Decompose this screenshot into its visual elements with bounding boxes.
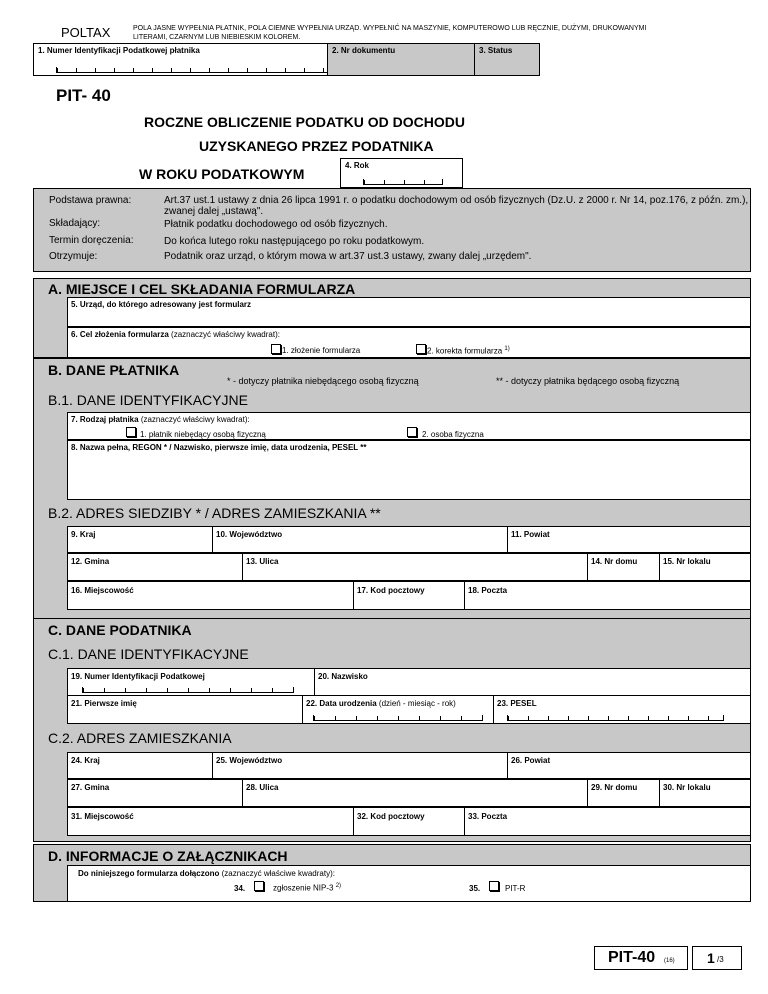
field-29-nr-domu[interactable] xyxy=(587,779,660,807)
checkbox-niefizyczna[interactable] xyxy=(126,427,136,437)
field-28-ulica[interactable] xyxy=(242,779,588,807)
field-7-rodzaj xyxy=(67,412,751,440)
nip-ticks xyxy=(56,67,341,73)
checkbox-fizyczna[interactable] xyxy=(407,427,417,437)
label-podstawa: Podstawa prawna: xyxy=(49,195,132,206)
checkbox-korekta[interactable] xyxy=(416,344,426,354)
title-line1: ROCZNE OBLICZENIE PODATKU OD DOCHODU xyxy=(144,114,465,130)
field-22-label xyxy=(306,699,456,708)
field-16-miejscowosc[interactable] xyxy=(67,581,354,610)
field-14-nr-domu[interactable] xyxy=(587,553,660,581)
year-ticks xyxy=(363,179,443,185)
label-skladajacy: Składający: xyxy=(49,218,101,229)
field-5-label: 5. Urząd, do którego adresowany jest formularz xyxy=(71,300,252,309)
label-otrzymuje: Otrzymuje: xyxy=(49,251,98,262)
field-26-powiat[interactable] xyxy=(507,752,751,779)
field-17-kod[interactable] xyxy=(353,581,465,610)
footer-page: 1 xyxy=(707,950,715,966)
note-niefizyczna: * - dotyczy płatnika niebędącego osobą fizyczną xyxy=(227,376,419,386)
opt-korekta-sup: 1) xyxy=(504,346,510,352)
field-6-label-text: 6. Cel złożenia formularza xyxy=(71,330,169,339)
field-33-label: 33. Poczta xyxy=(468,812,508,821)
field-18-label: 18. Poczta xyxy=(468,586,508,595)
opt-korekta-text: 2. korekta formularza xyxy=(427,346,503,356)
footer-form-box xyxy=(594,946,688,970)
field-9-label: 9. Kraj xyxy=(71,530,96,539)
field-23-pesel[interactable] xyxy=(493,695,751,724)
field-2-nr-dokumentu xyxy=(327,43,475,76)
field-4-rok[interactable] xyxy=(340,158,463,188)
field-19-nip[interactable] xyxy=(67,668,315,696)
nip-podatnika-ticks xyxy=(82,687,294,693)
field-31-miejscowosc[interactable] xyxy=(67,807,354,836)
section-b-title: B. DANE PŁATNIKA xyxy=(48,362,180,378)
field-3-label: 3. Status xyxy=(479,46,513,55)
field-27-gmina[interactable] xyxy=(67,779,243,807)
field-15-nr-lokalu[interactable] xyxy=(659,553,751,581)
field-8-nazwa[interactable] xyxy=(67,440,751,500)
instruction-line1: POLA JASNE WYPEŁNIA PŁATNIK, POLA CIEMNE WYPEŁNIA URZĄD. WYPEŁNIĆ NA MASZYNIE, KOMPUTEROWO LUB RĘCZNIE, DUŻYMI, DRUKOWANYMI xyxy=(133,25,647,32)
field-8-label: 8. Nazwa pełna, REGON * / Nazwisko, pierwsze imię, data urodzenia, PESEL ** xyxy=(71,443,367,452)
field-7-label xyxy=(71,415,250,424)
field-11-label: 11. Powiat xyxy=(511,530,550,539)
field-24-label: 24. Kraj xyxy=(71,756,100,765)
field-13-label: 13. Ulica xyxy=(246,557,279,566)
field-22-data-urodzenia[interactable] xyxy=(302,695,494,724)
b1-title: B.1. DANE IDENTYFIKACYJNE xyxy=(48,392,248,408)
field-5-urzad[interactable] xyxy=(67,297,751,327)
brand: POLTAX xyxy=(61,25,111,40)
field-6-hint: (zaznaczyć właściwy kwadrat): xyxy=(171,330,280,339)
title-line2: UZYSKANEGO PRZEZ PODATNIKA xyxy=(199,138,434,154)
text-skladajacy: Płatnik podatku dochodowego od osób fizycznych. xyxy=(164,219,388,230)
field-15-label: 15. Nr lokalu xyxy=(663,557,711,566)
f7-opt2-label: 2. osoba fizyczna xyxy=(422,430,484,439)
field-20-label: 20. Nazwisko xyxy=(318,672,368,681)
field-12-label: 12. Gmina xyxy=(71,557,110,566)
form-code: PIT- 40 xyxy=(56,86,111,105)
c1-title: C.1. DANE IDENTYFIKACYJNE xyxy=(48,646,249,662)
section-a-title: A. MIEJSCE I CEL SKŁADANIA FORMULARZA xyxy=(48,281,356,297)
date-ticks xyxy=(313,715,483,721)
field-10-label: 10. Województwo xyxy=(216,530,283,539)
field-34-number: 34. xyxy=(234,884,246,893)
attachments-intro-text: Do niniejszego formularza dołączono xyxy=(78,869,220,878)
f7-opt1-label: 1. płatnik niebędący osobą fizyczną xyxy=(140,430,266,439)
field-23-label: 23. PESEL xyxy=(497,699,537,708)
field-28-label: 28. Ulica xyxy=(246,783,279,792)
field-17-label: 17. Kod pocztowy xyxy=(357,586,425,595)
footer-page-box xyxy=(692,946,742,970)
field-26-label: 26. Powiat xyxy=(511,756,551,765)
field-1-label: 1. Numer Identyfikacji Podatkowej płatnika xyxy=(38,46,200,55)
field-27-label: 27. Gmina xyxy=(71,783,110,792)
field-33-poczta[interactable] xyxy=(464,807,751,836)
field-30-label: 30. Nr lokalu xyxy=(663,783,711,792)
field-14-label: 14. Nr domu xyxy=(591,557,638,566)
checkbox-nip3[interactable] xyxy=(254,881,264,891)
label-termin: Termin doręczenia: xyxy=(49,235,134,246)
section-d-title: D. INFORMACJE O ZAŁĄCZNIKACH xyxy=(48,848,288,864)
field-18-poczta[interactable] xyxy=(464,581,751,610)
field-32-kod[interactable] xyxy=(353,807,465,836)
footer-version: (16) xyxy=(664,958,675,964)
instruction xyxy=(133,24,753,42)
attachments-hint: (zaznaczyć właściwe kwadraty): xyxy=(221,869,335,878)
text-otrzymuje: Podatnik oraz urząd, o którym mowa w art.37 ust.3 ustawy, zwany dalej „urzędem". xyxy=(164,251,532,262)
field-3-status xyxy=(474,43,540,76)
text-podstawa-2: zwanej dalej „ustawą". xyxy=(164,206,264,217)
footer-form: PIT-40 xyxy=(608,949,656,966)
pesel-ticks xyxy=(507,715,724,721)
attachments-intro xyxy=(78,869,335,878)
field-29-label: 29. Nr domu xyxy=(591,783,638,792)
field-11-powiat[interactable] xyxy=(507,526,751,553)
field-31-label: 31. Miejscowość xyxy=(71,812,134,821)
text-termin: Do końca lutego roku następującego po roku podatkowym. xyxy=(164,236,425,247)
field-34-sup: 2) xyxy=(335,883,342,889)
field-6-cel xyxy=(67,327,751,358)
field-10-wojewodztwo[interactable] xyxy=(212,526,508,553)
field-1-nip-platnika[interactable] xyxy=(33,43,328,76)
field-2-label: 2. Nr dokumentu xyxy=(332,46,396,55)
note-fizyczna: ** - dotyczy płatnika będącego osobą fizyczną xyxy=(496,376,680,386)
b2-title: B.2. ADRES SIEDZIBY * / ADRES ZAMIESZKANIA ** xyxy=(48,505,381,521)
field-24-kraj[interactable] xyxy=(67,752,213,779)
field-32-label: 32. Kod pocztowy xyxy=(357,812,425,821)
field-20-nazwisko[interactable] xyxy=(314,668,751,696)
field-9-kraj[interactable] xyxy=(67,526,213,553)
field-4-label: 4. Rok xyxy=(345,161,370,170)
field-25-wojewodztwo[interactable] xyxy=(212,752,508,779)
checkbox-zlozenie[interactable] xyxy=(271,344,281,354)
field-7-text: 7. Rodzaj płatnika xyxy=(71,415,139,424)
c2-title: C.2. ADRES ZAMIESZKANIA xyxy=(48,730,232,746)
field-7-hint: (zaznaczyć właściwy kwadrat): xyxy=(140,415,250,424)
field-35-label: PIT-R xyxy=(505,884,526,893)
checkbox-pitr[interactable] xyxy=(489,881,499,891)
instruction-line2: LITERAMI, CZARNYM LUB NIEBIESKIM KOLOREM. xyxy=(133,34,301,41)
field-12-gmina[interactable] xyxy=(67,553,243,581)
field-22-text: 22. Data urodzenia xyxy=(306,699,377,708)
section-c-title: C. DANE PODATNIKA xyxy=(48,622,192,638)
text-podstawa: Art.37 ust.1 ustawy z dnia 26 lipca 1991 r. o podatku dochodowym od osób fizycznych (Dz.U. z 2000 r. Nr 14, poz.176, z późn. zm.), xyxy=(164,195,749,206)
field-34-text: zgłoszenie NIP-3 xyxy=(273,883,334,893)
field-21-label: 21. Pierwsze imię xyxy=(71,699,137,708)
field-16-label: 16. Miejscowość xyxy=(71,586,134,595)
field-25-label: 25. Województwo xyxy=(216,756,283,765)
field-30-nr-lokalu[interactable] xyxy=(659,779,751,807)
field-6-label xyxy=(71,330,280,339)
attachments xyxy=(67,865,751,902)
footer-page-total: /3 xyxy=(717,955,724,964)
field-13-ulica[interactable] xyxy=(242,553,588,581)
opt-zlozenie-label: 1. złożenie formularza xyxy=(282,346,361,355)
opt-korekta-label xyxy=(427,346,510,356)
field-35-number: 35. xyxy=(469,884,481,893)
info-block xyxy=(33,188,751,272)
title-line3: W ROKU PODATKOWYM xyxy=(139,166,305,182)
field-34-label xyxy=(273,883,341,893)
field-19-label: 19. Numer Identyfikacji Podatkowej xyxy=(71,672,205,681)
field-22-hint: (dzień - miesiąc - rok) xyxy=(378,699,456,708)
field-21-imie[interactable] xyxy=(67,695,303,724)
